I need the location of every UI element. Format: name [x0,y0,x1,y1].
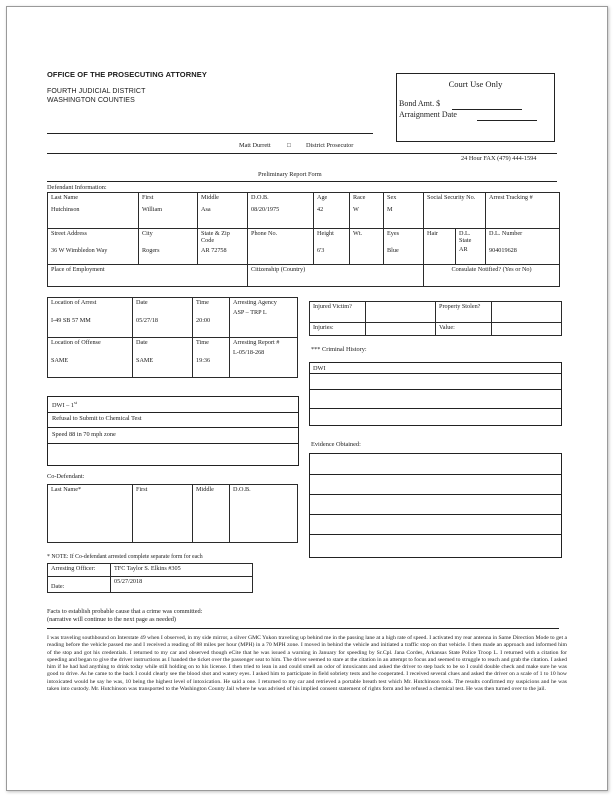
criminal-history-label: *** Criminal History: [311,346,367,353]
arrest-table [47,297,298,378]
officer-table [47,563,253,593]
evidence-line-3 [310,514,561,515]
charges-box [47,396,299,466]
property-stolen-cell: Property Stolen? [436,302,492,323]
phone-cell: Phone No. [248,229,314,265]
time-offense-cell: Time 19:36 [193,338,230,378]
value-cell: Value: [436,323,492,336]
property-stolen-blank [492,302,562,323]
street-value: 36 W Wimbledon Way [51,247,108,254]
checkbox-icon: □ [287,142,291,149]
co-first-cell: First [133,485,193,543]
codefendant-label: Co-Defendant: [47,473,85,480]
codefendant-table [47,484,298,543]
citizenship-cell: Citizenship (Country) [248,265,424,287]
dl-number-cell: D.L. Number 904019628 [486,229,560,265]
facts-rule [47,628,559,629]
defendant-section-label: Defendant Information: [47,184,107,191]
charge-line-2 [48,427,298,428]
criminal-history-box [309,362,562,426]
dl-state-cell: D.L. State AR [456,229,486,265]
location-offense-value: SAME [51,357,69,364]
weight-cell: Wt. [350,229,384,265]
dob-value: 08/20/1975 [251,206,280,213]
court-use-title: Court Use Only [448,79,503,89]
time-arrest-value: 20:00 [196,317,211,324]
officer-name-cell: TFC Taylor S. Elkins #305 [111,564,253,577]
narrative-text: I was traveling southbound on Interstate 49 when I observed, in my side mirror, a silver GMC Yukon traveling up behind me in the passing lane at a high rate of speed. I activated my rear antenna in Same Direction Mode to get a reading before the vehicle passed me and I received a reading of 88 miles per hour (MPH) in a 70 MPH zone. I moved in behind the vehicle and initiated a traffic stop on that vehicle. I then made an approach and informed him of the stop and got his credentials. I returned to my car and observed though eCite that he was issued a warning in January for speeding by Sr.Cpl. Jana Cordes, Arkansas State Police Troop L. I returned with a citation for speeding and began to give the driver instructions as I handed the ticket over the passenger seat to him. The driver seemed to stare at the citation in an attempt to focus and seemed to struggle to reach and grab the citation. I asked him if he had had anything to drink today while still holding on to his license. I then tried to lean in and could smell an odor of intoxicants and asked the driver to step back to be so I could double check and make sure he was good to drive. As he came to the back I could clearly see the blood shot and watery eyes. I asked him to participate in field sobriety tests and he cooperated. I received several clues and asked the driver on a scale of 1 to 10 how intoxicated would he say he was, 10 being the highest level of intoxication. He said a one. I returned to my car and retrieved a portable breath test which Mr. Hutchinson took. The results confirmed my suspicions and he was taken into custody. Mr. Hutchinson was transported to the Washington County Jail where he was advised of his implied consent statement of rights form and he refused a chemical test. He was then turned over to the jail. [47,635,567,693]
bond-amt-line [452,109,522,110]
dob-cell: D.O.B. 08/20/1975 [248,193,314,229]
arrest-tracking-cell: Arrest Tracking # [486,193,560,229]
employment-cell: Place of Employment [48,265,248,287]
report-value: L-05/18-268 [233,349,265,356]
dl-number-value: 904019628 [489,247,517,254]
injured-victim-cell: Injured Victim? [310,302,366,323]
prosecutor-name: Matt Durrett [239,142,271,149]
title-rule [47,181,557,182]
eyes-value: Blue [387,247,399,254]
court-use-box [396,73,555,142]
evidence-line-2 [310,494,561,495]
city-value: Rogers [142,247,160,254]
prosecutor-title: District Prosecutor [306,142,354,149]
state-zip-cell: State & Zip Code AR 72758 [198,229,248,265]
evidence-box [309,453,562,558]
report-cell: Arresting Report # L-05/18-268 [230,338,298,378]
consulate-cell: Consulate Notified? (Yes or No) [424,265,560,287]
defendant-table [47,192,560,287]
location-offense-cell: Location of Offense SAME [48,338,133,378]
charge-item-2: Speed 88 in 70 mph zone [52,431,116,438]
victim-table [309,301,562,336]
injuries-cell: Injuries: [310,323,366,336]
height-cell: Height 6'3 [314,229,350,265]
middle-name-cell: Middle Asa [198,193,248,229]
charge-line-1 [48,412,298,413]
history-line-2 [310,389,561,390]
value-blank [492,323,562,336]
date-arrest-cell: Date 05/27/18 [133,298,193,338]
district-name: FOURTH JUDICIAL DISTRICT [47,88,146,95]
counties-name: WASHINGTON COUNTIES [47,97,135,104]
header-rule [47,133,373,134]
evidence-line-4 [310,534,561,535]
arraignment-label: Arraignment Date [399,110,457,119]
first-name-cell: First William [139,193,198,229]
hair-cell: Hair [424,229,456,265]
facts-sublabel: (narrative will continue to the next page as needed) [47,616,177,623]
sex-cell: Sex M [384,193,424,229]
agency-cell: Arresting Agency ASP – TRP L [230,298,298,338]
first-name-value: William [142,206,163,213]
co-middle-cell: Middle [193,485,230,543]
charge-item-1: Refusal to Submit to Chemical Test [52,415,142,422]
officer-date-label-cell: Date: [48,577,111,593]
last-name-cell: Last Name Hutchinson [48,193,139,229]
middle-name-value: Asa [201,206,211,213]
officer-label-cell: Arresting Officer: [48,564,111,577]
dl-state-value: AR [459,246,468,253]
evidence-line-1 [310,474,561,475]
history-line-1 [310,373,561,374]
fax-number: 24 Hour FAX (479) 444-1594 [461,155,537,162]
location-arrest-value: I-49 SB 57 MM [51,317,91,324]
last-name-value: Hutchinson [51,206,80,213]
charge-title: DWI – 1st [52,400,78,410]
date-offense-cell: Date SAME [133,338,193,378]
race-value: W [353,206,359,213]
charge-line-3 [48,443,298,444]
height-value: 6'3 [317,247,325,254]
city-cell: City Rogers [139,229,198,265]
time-offense-value: 19:36 [196,357,211,364]
facts-label: Facts to establish probable cause that a crime was committed: [47,608,203,615]
time-arrest-cell: Time 20:00 [193,298,230,338]
history-line-3 [310,408,561,409]
race-cell: Race W [350,193,384,229]
injured-victim-blank [366,302,436,323]
report-page [6,6,608,791]
office-title: OFFICE OF THE PROSECUTING ATTORNEY [47,70,207,79]
officer-date-cell: 05/27/2018 [111,577,253,593]
co-last-name-cell: Last Name* [48,485,133,543]
date-arrest-value: 05/27/18 [136,317,159,324]
street-cell: Street Address 36 W Wimbledon Way [48,229,139,265]
evidence-label: Evidence Obtained: [311,441,361,448]
injuries-blank [366,323,436,336]
dwi-history: DWI [313,365,326,372]
co-dob-cell: D.O.B. [230,485,298,543]
bond-amt-label: Bond Amt. $ [399,99,441,108]
prosecutor-rule [47,153,557,154]
age-value: 42 [317,206,324,213]
form-title: Preliminary Report Form [258,171,322,178]
sex-value: M [387,206,393,213]
date-offense-value: SAME [136,357,154,364]
codefendant-note: * NOTE: If Co-defendant arrested complete separate form for each [47,554,203,560]
state-zip-value: AR 72758 [201,247,227,254]
agency-value: ASP – TRP L [233,309,267,316]
ssn-cell: Social Security No. [424,193,486,229]
location-arrest-cell: Location of Arrest I-49 SB 57 MM [48,298,133,338]
age-cell: Age 42 [314,193,350,229]
arraignment-line [477,120,537,121]
eyes-cell: Eyes Blue [384,229,424,265]
